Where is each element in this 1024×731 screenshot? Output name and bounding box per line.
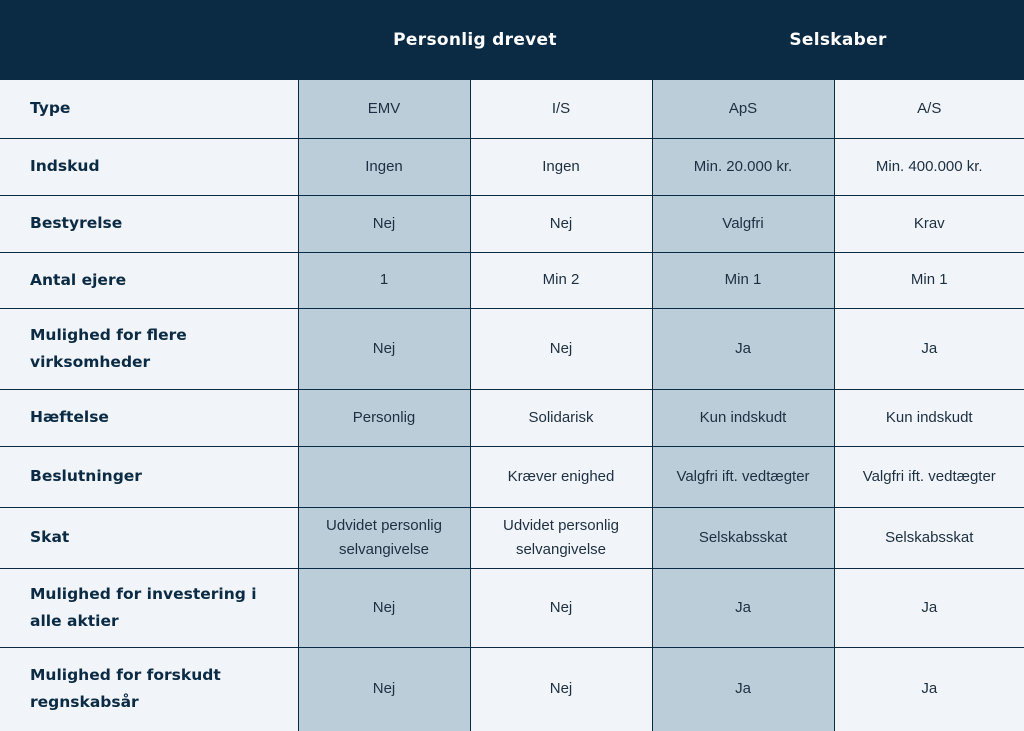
cell-emv: Nej [298, 308, 470, 389]
cell-emv: Ingen [298, 138, 470, 195]
cell-as: Ja [834, 647, 1024, 731]
row-label: Bestyrelse [0, 195, 298, 252]
cell-is: Kræver enighed [470, 446, 652, 507]
cell-as: Selskabsskat [834, 507, 1024, 568]
cell-aps: Min 1 [652, 252, 834, 308]
cell-emv: Nej [298, 568, 470, 647]
cell-as: Min. 400.000 kr. [834, 138, 1024, 195]
cell-is: I/S [470, 80, 652, 138]
comparison-table [0, 80, 1024, 731]
table-row [0, 252, 1024, 308]
row-label: Type [0, 80, 298, 138]
group-heading-personal: Personlig drevet [393, 30, 557, 50]
cell-is: Nej [470, 195, 652, 252]
cell-is: Ingen [470, 138, 652, 195]
row-label: Hæftelse [0, 389, 298, 446]
cell-emv: Personlig [298, 389, 470, 446]
cell-aps: Valgfri [652, 195, 834, 252]
cell-aps: Ja [652, 308, 834, 389]
table-row [0, 446, 1024, 507]
cell-as: Min 1 [834, 252, 1024, 308]
table-row [0, 308, 1024, 389]
row-label: Mulighed for forskudt regnskabsår [0, 647, 298, 731]
cell-as: Krav [834, 195, 1024, 252]
table-row [0, 507, 1024, 568]
table-row [0, 389, 1024, 446]
cell-is: Min 2 [470, 252, 652, 308]
table-row [0, 647, 1024, 731]
cell-emv: Nej [298, 647, 470, 731]
cell-emv [298, 446, 470, 507]
cell-as: Ja [834, 568, 1024, 647]
cell-as: Kun indskudt [834, 389, 1024, 446]
row-label: Indskud [0, 138, 298, 195]
cell-aps: Ja [652, 568, 834, 647]
cell-aps: ApS [652, 80, 834, 138]
group-heading-companies: Selskaber [789, 30, 887, 50]
table-header [0, 0, 1024, 80]
cell-aps: Min. 20.000 kr. [652, 138, 834, 195]
cell-is: Nej [470, 308, 652, 389]
cell-aps: Ja [652, 647, 834, 731]
row-label: Beslutninger [0, 446, 298, 507]
table-row [0, 80, 1024, 138]
cell-aps: Valgfri ift. vedtægter [652, 446, 834, 507]
row-label: Skat [0, 507, 298, 568]
cell-is: Solidarisk [470, 389, 652, 446]
cell-as: A/S [834, 80, 1024, 138]
cell-aps: Kun indskudt [652, 389, 834, 446]
cell-is: Udvidet personlig selvangivelse [470, 507, 652, 568]
cell-aps: Selskabsskat [652, 507, 834, 568]
row-label: Antal ejere [0, 252, 298, 308]
cell-emv: 1 [298, 252, 470, 308]
cell-is: Nej [470, 568, 652, 647]
table-row [0, 138, 1024, 195]
cell-emv: Nej [298, 195, 470, 252]
cell-is: Nej [470, 647, 652, 731]
row-label: Mulighed for investering i alle aktier [0, 568, 298, 647]
row-label: Mulighed for flere virksomheder [0, 308, 298, 389]
cell-emv: Udvidet personlig selvangivelse [298, 507, 470, 568]
cell-as: Ja [834, 308, 1024, 389]
table-row [0, 195, 1024, 252]
cell-emv: EMV [298, 80, 470, 138]
cell-as: Valgfri ift. vedtægter [834, 446, 1024, 507]
table-row [0, 568, 1024, 647]
